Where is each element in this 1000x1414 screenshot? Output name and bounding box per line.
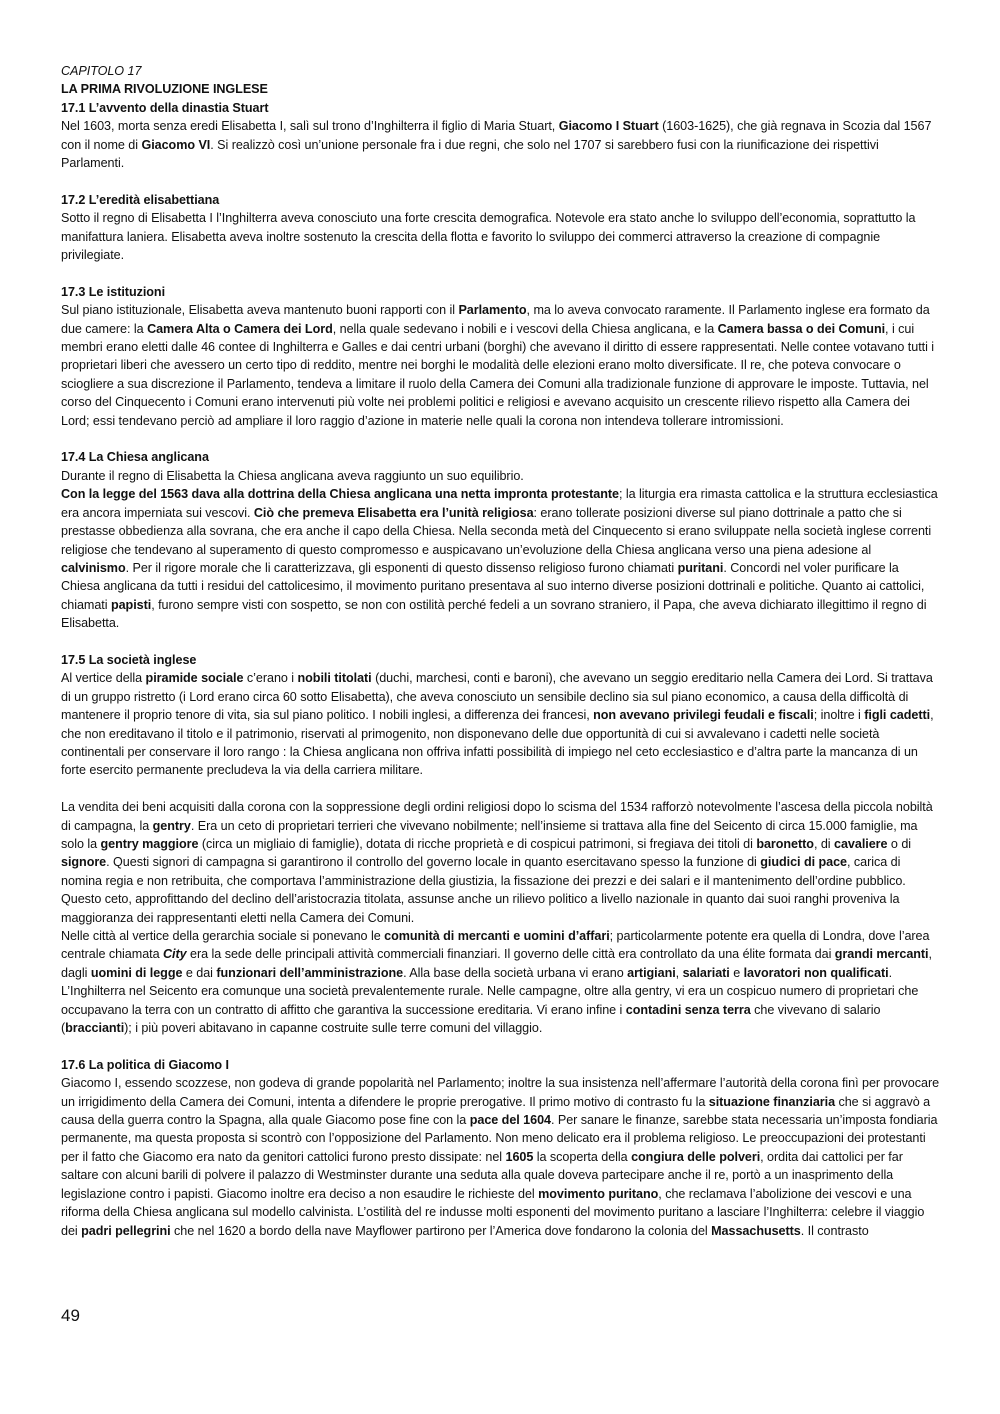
section <box>61 1056 941 1240</box>
emphasized-text: Giacomo VI <box>141 137 211 152</box>
emphasized-text: figli cadetti <box>864 708 931 723</box>
page-number: 49 <box>61 1306 80 1325</box>
emphasized-text: movimento puritano <box>538 1186 659 1201</box>
emphasized-text: situazione finanziaria <box>708 1094 836 1109</box>
emphasized-text: comunità di mercanti e uomini d’affari <box>384 929 610 944</box>
section-spacer <box>61 430 941 448</box>
emphasized-text: gentry maggiore <box>100 836 199 851</box>
section-spacer <box>61 264 941 282</box>
emphasized-text: City <box>163 947 187 962</box>
emphasized-text: Ciò che premeva Elisabetta era l’unità religiosa <box>253 505 534 520</box>
section <box>61 448 941 632</box>
emphasized-text: baronetto <box>756 836 814 851</box>
document-body <box>61 99 941 1240</box>
paragraph: Al vertice della piramide sociale c’erano i nobili titolati (duchi, marchesi, conti e baroni), che avevano un seggio ereditario nella Camera dei Lord. Si trattava di un gruppo ristretto (i Lord erano circa 60 sotto Elisabetta), che aveva conosciuto un sensibile declino sia sul piano economico, a causa della difficoltà di mantenere il proprio tenore di vita, sia sul piano politico. I nobili inglesi, a differenza dei francesi, non avevano privilegi feudali e fiscali; inoltre i figli cadetti, che non ereditavano il titolo e il patrimonio, riservati al primogenito, non disponevano delle due opportunità di cui si avvalevano i cadetti nelle società continentali per conservare il loro rango : la Chiesa anglicana non offriva infatti possibilità di impiego nel ceto ecclesiastico e d’altra parte la mancanza di un forte esercito permanente precludeva la via della carriera militare. <box>61 671 934 778</box>
emphasized-text: grandi mercanti <box>834 947 929 962</box>
emphasized-text: congiura delle polveri <box>631 1149 761 1164</box>
section-spacer <box>61 172 941 190</box>
emphasized-text: calvinismo <box>61 560 126 575</box>
emphasized-text: Massachusetts <box>711 1223 801 1238</box>
section-heading: 17.3 Le istituzioni <box>61 284 166 299</box>
paragraph: Durante il regno di Elisabetta la Chiesa anglicana aveva raggiunto un suo equilibrio. <box>61 468 524 483</box>
section-heading: 17.2 L’eredità elisabettiana <box>61 192 220 207</box>
emphasized-text: puritani <box>677 560 724 575</box>
emphasized-text: giudici di pace <box>760 855 847 870</box>
chapter-title: LA PRIMA RIVOLUZIONE INGLESE <box>61 82 268 97</box>
emphasized-text: nobili titolati <box>297 671 372 686</box>
section-spacer <box>61 1037 941 1055</box>
paragraph-spacer <box>61 780 941 798</box>
paragraph: Nel 1603, morta senza eredi Elisabetta I, salì sul trono d’Inghilterra il figlio di Maria Stuart, Giacomo I Stuart (1603-1625), che già regnava in Scozia dal 1567 con il nome di Giacomo VI. Si realizzò così un’unione personale fra i due regni, che solo nel 1707 si sarebbero fusi con la riunificazione dei rispettivi Parlamenti. <box>61 119 932 171</box>
section <box>61 191 941 265</box>
emphasized-text: artigiani <box>627 965 676 980</box>
document-page <box>61 62 941 1240</box>
emphasized-text: gentry <box>152 818 191 833</box>
emphasized-text: braccianti <box>65 1021 125 1036</box>
emphasized-text: Camera Alta o Camera dei Lord <box>147 321 333 336</box>
section-heading: 17.4 La Chiesa anglicana <box>61 450 209 465</box>
paragraph: Con la legge del 1563 dava alla dottrina della Chiesa anglicana una netta impronta protestante; la liturgia era rimasta cattolica e la struttura ecclesiastica era ancora imperniata sui vescovi. Ciò che premeva Elisabetta era l’unità religiosa: erano tollerate posizioni diverse sul piano dottrinale a patto che si prestasse obbedienza alla sovrana, che era anche il capo della Chiesa. Nella seconda metà del Cinquecento si erano sviluppate nella società inglese correnti religiose che tendevano al superamento di questo compromesso e auspicavano un’evoluzione della Chiesa anglicana verso una piena adesione al calvinismo. Per il rigore morale che li caratterizzava, gli esponenti di questo dissenso religioso furono chiamati puritani. Concordi nel voler purificare la Chiesa anglicana da tutti i residui del cattolicesimo, il movimento puritano presentava al suo interno diverse posizioni dottrinali e politiche. Quanto ai cattolici, chiamati papisti, furono sempre visti con sospetto, se non con ostilità perché fedeli a un sovrano straniero, il Papa, che aveva dichiarato illegittimo il regno di Elisabetta. <box>61 487 938 631</box>
emphasized-text: padri pellegrini <box>81 1223 171 1238</box>
emphasized-text: 1605 <box>505 1149 534 1164</box>
paragraph: Giacomo I, essendo scozzese, non godeva di grande popolarità nel Parlamento; inoltre la sua insistenza nell’affermare l’autorità della corona finì per provocare un irrigidimento della Camera dei Comuni, intenta a difendere le proprie prerogative. Il primo motivo di contrasto fu la situazione finanziaria che si aggravò a causa della guerra contro la Spagna, alla quale Giacomo pose fine con la pace del 1604. Per sanare le finanze, sarebbe stata necessaria un’imposta fondiaria permanente, ma questa proposta si scontrò con l’opposizione del Parlamento. Non meno delicato era il problema religioso. Le preoccupazioni dei protestanti per il fatto che Giacomo era nato da genitori cattolici furono presto dissipate: nel 1605 la scoperta della congiura delle polveri, ordita dai cattolici per far saltare con alcuni barili di polvere il palazzo di Westminster durante una seduta alla quale doveva partecipare anche il re, portò a un inasprimento della legislazione contro i papisti. Giacomo inoltre era deciso a non esaudire le richieste del movimento puritano, che reclamava l’abolizione dei vescovi e una riforma della Chiesa anglicana sul modello calvinista. L’ostilità del re indusse molti esponenti del movimento puritano a lasciare l’Inghilterra: celebre il viaggio dei padri pellegrini che nel 1620 a bordo della nave Mayflower partirono per l’America dove fondarono la colonia del Massachusetts. Il contrasto <box>61 1076 940 1238</box>
section-heading: 17.1 L’avvento della dinastia Stuart <box>61 100 269 115</box>
section <box>61 651 941 1038</box>
paragraph: Sotto il regno di Elisabetta I l’Inghilterra aveva conosciuto una forte crescita demografica. Notevole era stato anche lo sviluppo dell’economia, soprattutto la manifattura laniera. Elisabetta aveva inoltre sostenuto la crescita della flotta e favorito lo sviluppo dei commerci attraverso la creazione di compagnie privilegiate. <box>61 211 916 263</box>
section <box>61 283 941 430</box>
emphasized-text: pace del 1604 <box>469 1113 551 1128</box>
emphasized-text: cavaliere <box>834 836 888 851</box>
emphasized-text: lavoratori non qualificati <box>743 965 889 980</box>
paragraph: Sul piano istituzionale, Elisabetta aveva mantenuto buoni rapporti con il Parlamento, ma lo aveva convocato raramente. Il Parlamento inglese era formato da due camere: la Camera Alta o Camera dei Lord, nella quale sedevano i nobili e i vescovi della Chiesa anglicana, e la Camera bassa o dei Comuni, i cui membri erano eletti dalle 46 contee di Inghilterra e Galles e dai centri urbani (borghi) che avevano il diritto di essere rappresentati. Nelle contee votavano tutti i proprietari liberi che avessero un certo tipo di reddito, mentre nei borghi le modalità delle elezioni erano molto diversificate. Il re, che poteva convocare o sciogliere a sua discrezione il Parlamento, tendeva a limitare il ruolo della Camera dei Comuni alla tradizionale funzione di approvare le imposte. Tuttavia, nel corso del Cinquecento i Comuni erano intervenuti più volte nei problemi politici e religiosi e avevano acquisito un crescente rilievo rispetto alla Camera dei Lord; essi tendevano perciò ad ampliare il loro raggio d’azione in materie nelle quali la corona non intendeva tollerare intromissioni. <box>61 303 935 428</box>
emphasized-text: Con la legge del 1563 dava alla dottrina della Chiesa anglicana una netta impronta protestante <box>61 487 619 502</box>
section-heading: 17.6 La politica di Giacomo I <box>61 1057 229 1072</box>
emphasized-text: Camera bassa o dei Comuni <box>717 321 886 336</box>
emphasized-text: piramide sociale <box>145 671 244 686</box>
paragraph: La vendita dei beni acquisiti dalla corona con la soppressione degli ordini religiosi dopo lo scisma del 1534 rafforzò notevolmente l’ascesa della piccola nobiltà di campagna, la gentry. Era un ceto di proprietari terrieri che vivevano nobilmente; nell’insieme si trattava alla fine del Seicento di circa 15.000 famiglie, ma solo la gentry maggiore (circa un migliaio di famiglie), dotata di ricche proprietà e di cospicui patrimoni, si fregiava dei titoli di baronetto, di cavaliere o di signore. Questi signori di campagna si garantirono il controllo del governo locale in quanto esercitavano spesso la funzione di giudici di pace, carica di nomina regia e non retribuita, che comportava l’amministrazione della giustizia, la fissazione dei prezzi e dei salari e il mantenimento dell’ordine pubblico. Questo ceto, approfittando del declino dell’aristocrazia titolata, assunse anche un rilievo politico a livello nazionale in quanto dai suoi ranghi proveniva la maggioranza dei rappresentanti eletti nella Camera dei Comuni. <box>61 800 933 925</box>
section-heading: 17.5 La società inglese <box>61 652 197 667</box>
emphasized-text: funzionari dell’amministrazione <box>216 965 404 980</box>
paragraph: Nelle città al vertice della gerarchia sociale si ponevano le comunità di mercanti e uomini d’affari; particolarmente potente era quella di Londra, dove l’area centrale chiamata City era la sede delle principali attività commerciali finanziari. Il governo delle città era controllato da una élite formata dai grandi mercanti, dagli uomini di legge e dai funzionari dell’amministrazione. Alla base della società urbana vi erano artigiani, salariati e lavoratori non qualificati. L’Inghilterra nel Seicento era comunque una società prevalentemente rurale. Nelle campagne, oltre alla gentry, vi era un cospicuo numero di proprietari che occupavano la terra con un contratto di affitto che garantiva la successione ereditaria. Vi erano infine i contadini senza terra che vivevano di salario (braccianti); i più poveri abitavano in capanne costruite sulle terre comuni del villaggio. <box>61 929 932 1036</box>
section <box>61 99 941 173</box>
section-spacer <box>61 633 941 651</box>
emphasized-text: papisti <box>110 597 152 612</box>
emphasized-text: salariati <box>682 965 730 980</box>
chapter-label: CAPITOLO 17 <box>61 64 142 78</box>
emphasized-text: signore <box>61 855 107 870</box>
emphasized-text: Parlamento <box>458 303 527 318</box>
emphasized-text: non avevano privilegi feudali e fiscali <box>593 708 814 723</box>
emphasized-text: Giacomo I Stuart <box>558 119 659 134</box>
emphasized-text: contadini senza terra <box>625 1002 751 1017</box>
emphasized-text: uomini di legge <box>90 965 183 980</box>
